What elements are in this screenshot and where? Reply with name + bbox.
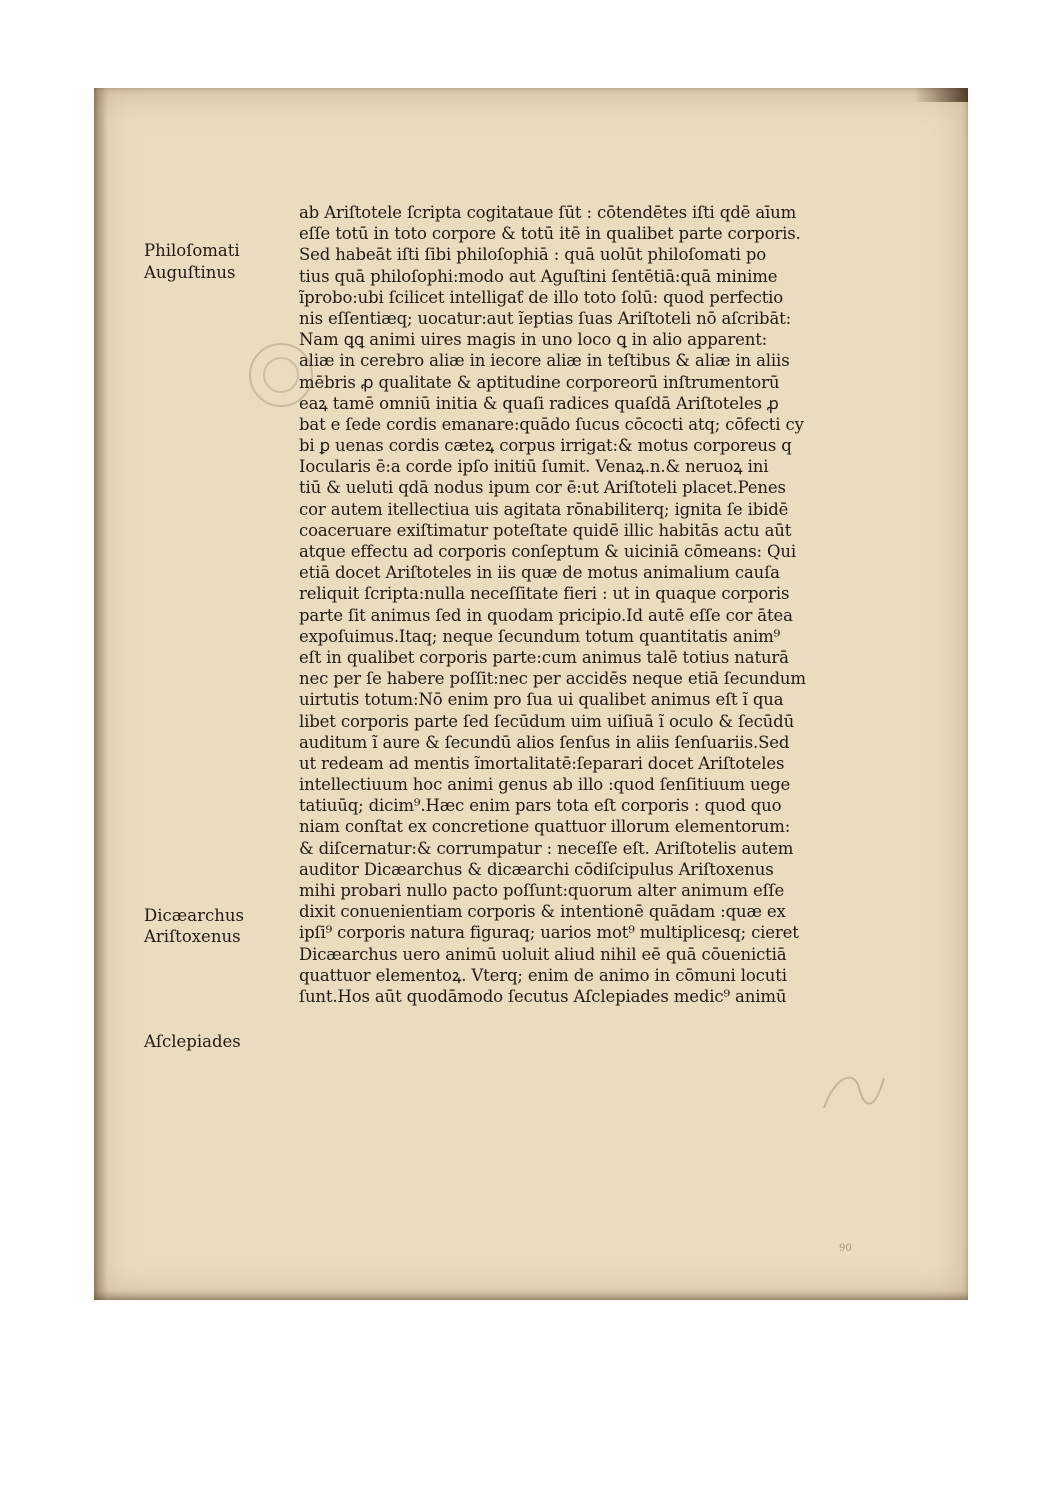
text-line: eaꝝ tamē omniū initia & quaſi radices quaſdā Ariſtoteles ꝓ: [299, 393, 779, 413]
text-line: & diſcernatur:& corrumpatur : neceſſe eſt. Ariſtotelis autem: [299, 838, 794, 858]
margin-note-aristoxenus: Ariſtoxenus: [144, 927, 241, 946]
text-line: ipſi⁹ corporis natura figuraq; uarios mot⁹ multiplicesq; cieret: [299, 923, 799, 943]
main-text-block: [299, 202, 806, 1007]
folio-number: 90: [839, 1243, 852, 1254]
margin-note-dicaearchus: Dicæarchus: [144, 906, 244, 925]
text-line: quattuor elementoꝝ. Vterq; enim de animo in cōmuni locuti: [299, 965, 787, 985]
text-line: auditum ĩ aure & ſecundū alios ſenſus in aliis ſenſuariis.Sed: [299, 732, 790, 752]
text-line: intellectiuum hoc animi genus ab illo :quod ſenſitiuum uege: [299, 775, 791, 795]
text-line: mihi probari nullo pacto poſſunt:quorum alter animum eſſe: [299, 881, 785, 900]
text-line: aliæ in cerebro aliæ in iecore aliæ in teſtibus & aliæ in aliis: [299, 351, 790, 371]
text-line: reliquit ſcripta:nulla neceſſitate fieri : ut in quaque corporis: [299, 584, 790, 604]
margin-note-augustinus: Auguſtinus: [144, 263, 236, 282]
text-line: ĩprobo:ubi ſcilicet intelligaƭ de illo toto ſolū: quod perfectio: [299, 287, 784, 307]
text-line: uirtutis totum:Nō enim pro ſua ui qualibet animus eſt ĩ qua: [299, 690, 784, 710]
page-bottom-shadow: [94, 1290, 968, 1300]
margin-note-asclepiades: Aſclepiades: [144, 1032, 241, 1051]
text-line: niam conſtat ex concretione quattuor illorum elementorum:: [299, 817, 791, 837]
margin-note-philosomati: Philoſomati: [144, 241, 240, 260]
text-line: Nam ꝗꝗ animi uires magis in uno loco ꝗ in alio apparent:: [299, 330, 768, 350]
pen-flourish-icon: [814, 1058, 894, 1118]
page-shadow-top: [914, 88, 968, 102]
text-line: Dicæarchus uero animū uoluit aliud nihil eē quā cōuenictiā: [299, 944, 787, 964]
text-line: eſt in qualibet corporis parte:cum animus talē totius naturā: [299, 647, 789, 667]
text-line: expoſuimus.Itaq; neque ſecundum totum quantitatis anim⁹: [299, 626, 781, 646]
text-line: coaceruare exiſtimatur poteſtate quidē illic habitās actu aūt: [299, 520, 792, 540]
text-line: atque effectu ad corporis conſeptum & uiciniā cōmeans: Qui: [299, 542, 797, 561]
text-line: bi ꝑ uenas cordis cæteꝝ corpus irrigat:& motus corporeus q: [299, 436, 792, 456]
text-line: eſſe totū in toto corpore & totū itē in qualibet parte corporis.: [299, 224, 801, 244]
text-line: nis eſſentiæq; uocatur:aut ĩeptias ſuas Ariſtoteli nō aſcribāt:: [299, 308, 792, 328]
library-stamp-inner: [263, 357, 299, 393]
text-line: tius quā philoſophi:modo aut Aguſtini ſentētiā:quā minime: [299, 266, 778, 286]
text-line: ab Ariſtotele ſcripta cogitataue ſūt : cōtendētes iſti qdē aīum: [299, 203, 797, 222]
text-line: ſunt.Hos aūt quodāmodo ſecutus Aſclepiades medic⁹ animū: [299, 986, 787, 1006]
text-line: tatiuūq; dicim⁹.Hæc enim pars tota eſt corporis : quod quo: [299, 796, 782, 816]
text-line: tiū & ueluti qdā nodus ipum cor ē:ut Ariſtoteli placet.Penes: [299, 478, 786, 498]
text-line: nec per ſe habere poſſit:nec per accidēs neque etiā ſecundum: [299, 669, 806, 689]
text-line: Iocularis ē:a corde ipſo initiū ſumit. Venaꝝ.n.& neruoꝝ ini: [299, 457, 769, 477]
text-line: cor autem itellectiua uis agitata rōnabiliterq; ignita ſe ibidē: [299, 499, 789, 519]
text-line: dixit conuenientiam corporis & intentionē quādam :quæ ex: [299, 902, 786, 922]
text-line: Sed habeāt iſti ſibi philoſophiā : quā uolūt philoſomati po: [299, 245, 767, 265]
text-line: ut redeam ad mentis ĩmortalitatē:ſeparari docet Ariſtoteles: [299, 753, 785, 773]
text-line: parte ſit animus ſed in quodam pricipio.Id autē eſſe cor ātea: [299, 605, 793, 625]
text-line: etiā docet Ariſtoteles in iis quæ de motus animalium cauſa: [299, 563, 780, 583]
text-line: libet corporis parte ſed ſecūdum uim uiſiuā ĩ oculo & ſecūdū: [299, 711, 795, 731]
text-line: auditor Dicæarchus & dicæarchi cōdiſcipulus Ariſtoxenus: [299, 859, 774, 879]
text-line: mēbris ꝓ qualitate & aptitudine corporeorū inſtrumentorū: [299, 372, 780, 392]
page-gutter-shadow: [94, 88, 108, 1300]
text-line: bat e ſede cordis emanare:quādo ſucus cōcocti atq; cōfecti cy: [299, 414, 804, 434]
book-page: [94, 88, 968, 1300]
